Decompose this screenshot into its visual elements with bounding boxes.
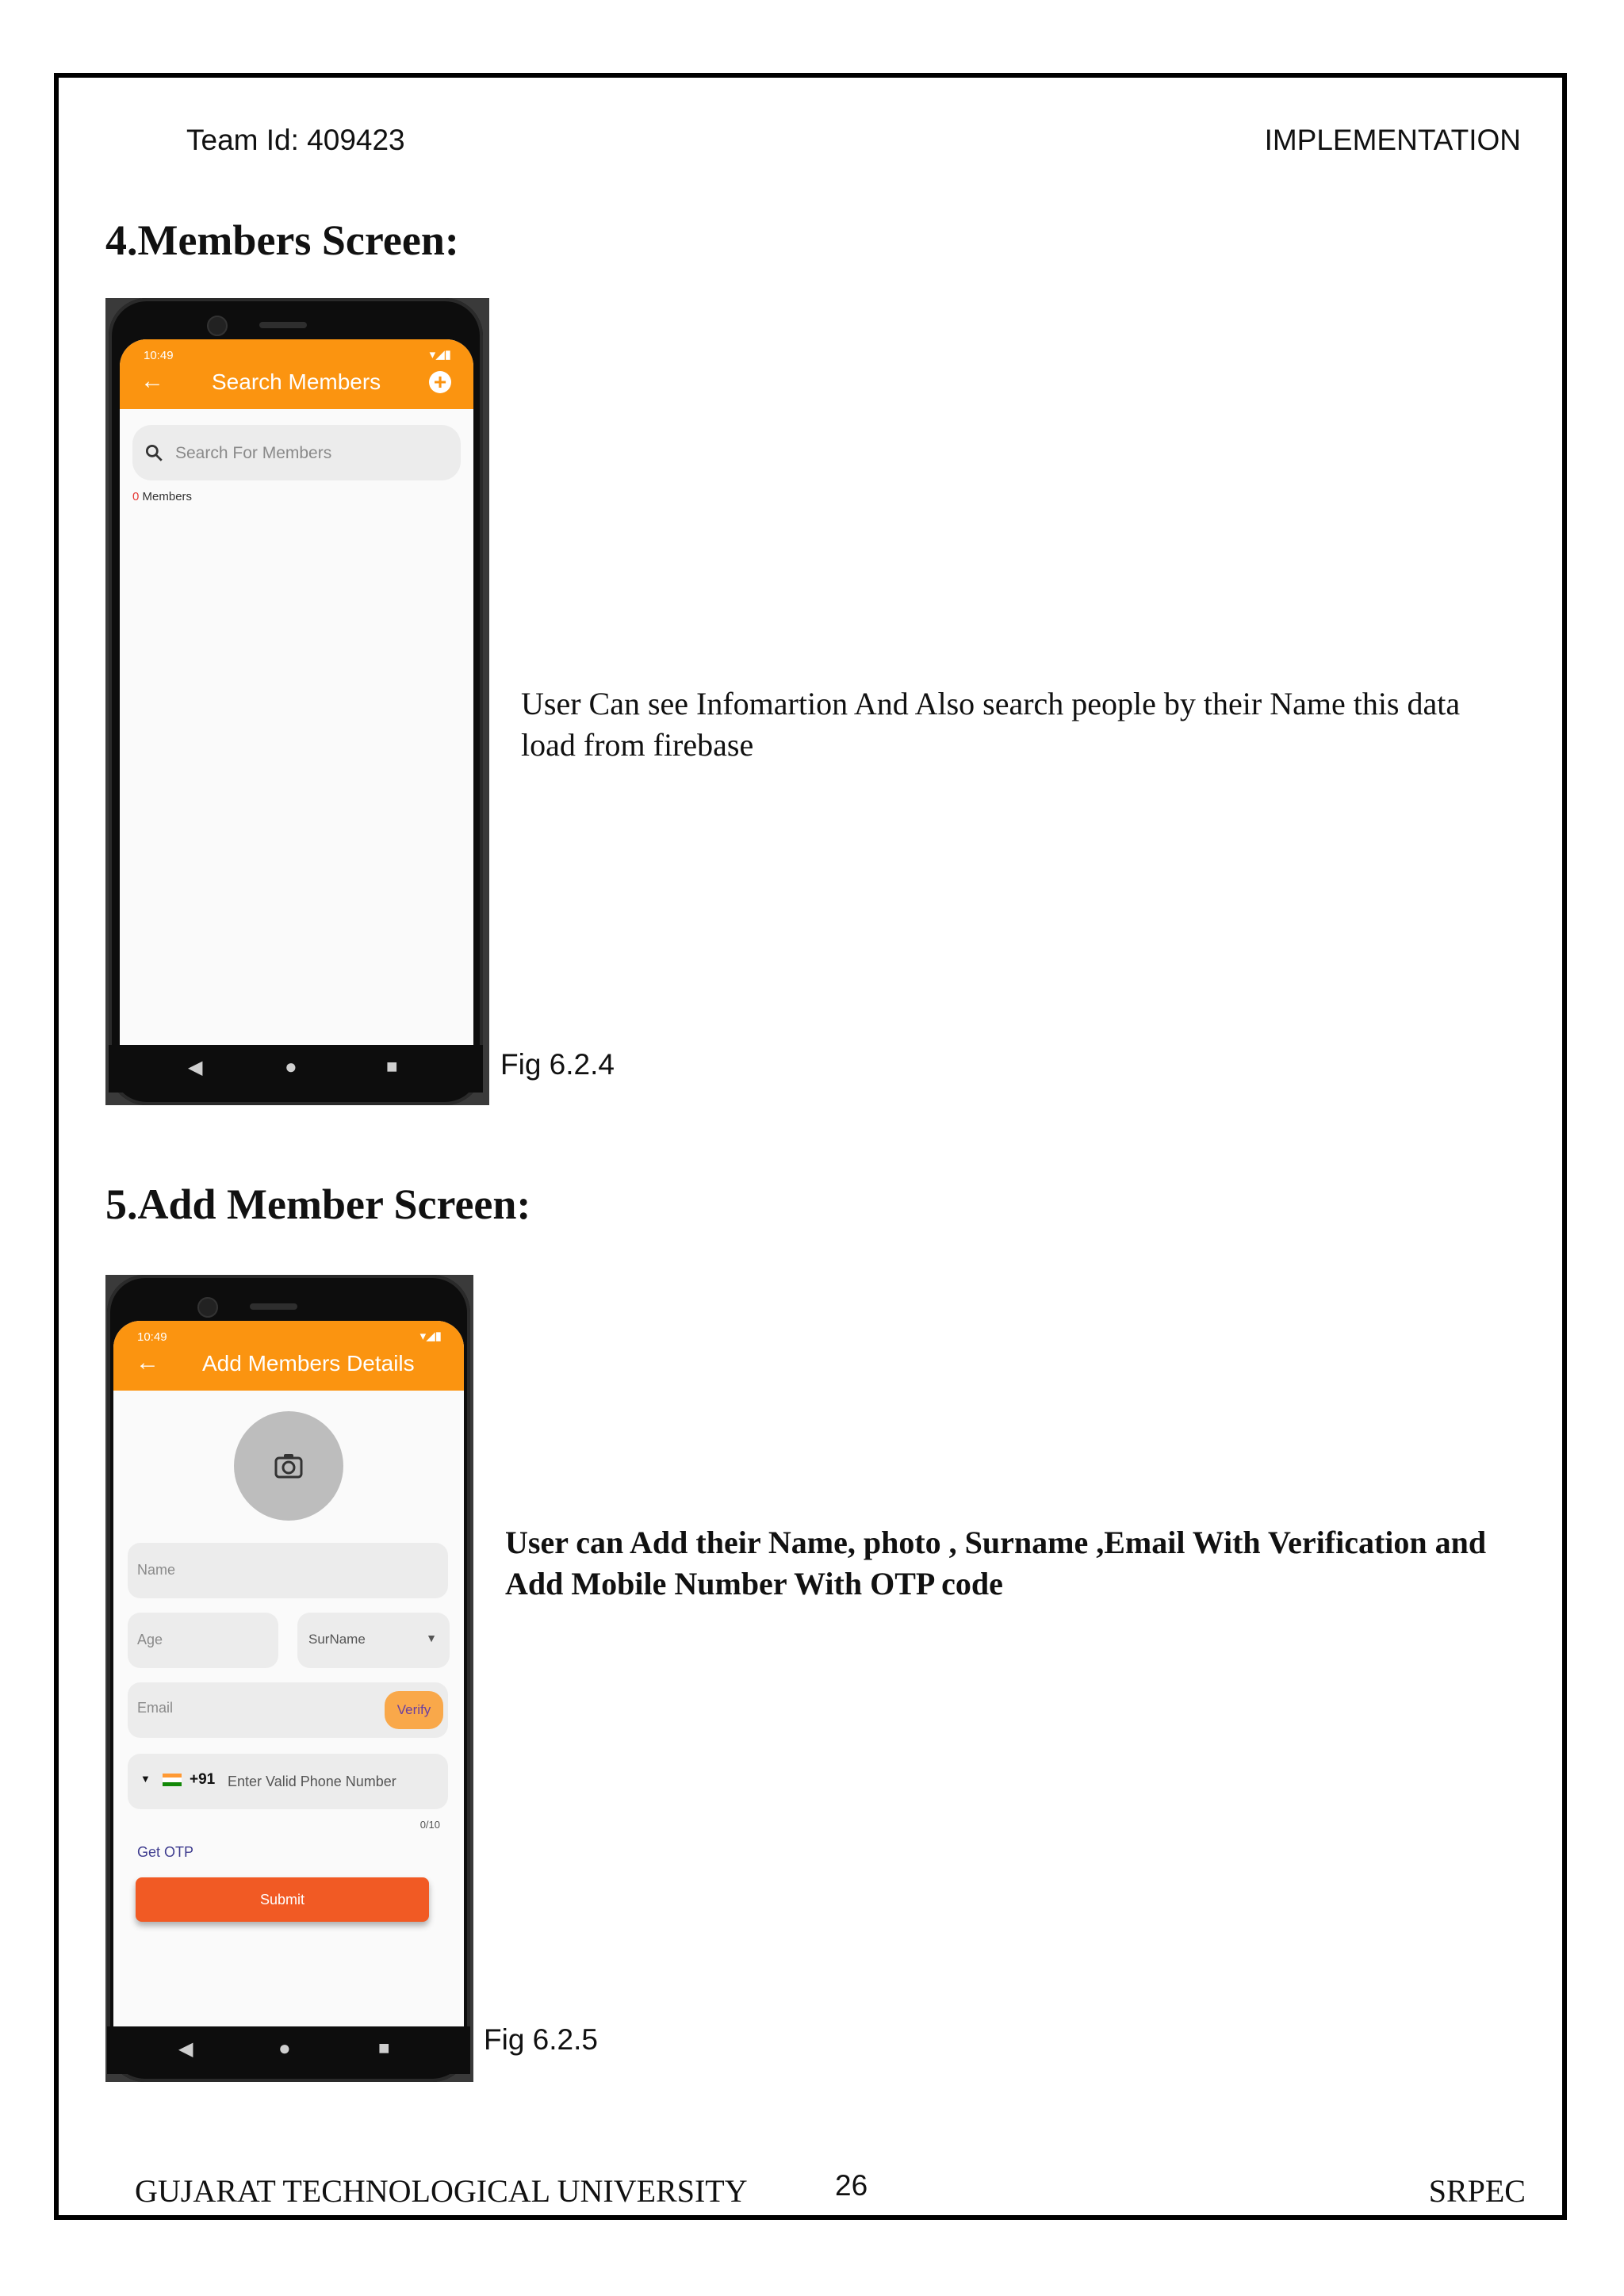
- app-bar: [113, 1321, 464, 1391]
- page-number: 26: [835, 2169, 868, 2202]
- phone-frame: [109, 298, 483, 1105]
- section4-description: User Can see Infomartion And Also search people by their Name this data load from firebase: [521, 686, 1461, 763]
- camera-icon: [197, 1297, 218, 1318]
- search-icon: [144, 442, 164, 463]
- camera-icon: [207, 316, 228, 336]
- status-time: 10:49: [144, 349, 174, 362]
- search-placeholder: Search For Members: [175, 444, 332, 462]
- back-arrow-icon[interactable]: ←: [140, 368, 164, 394]
- status-time: 10:49: [137, 1330, 167, 1344]
- name-placeholder: Name: [137, 1562, 176, 1578]
- photo-picker[interactable]: [234, 1411, 343, 1521]
- search-input[interactable]: [132, 425, 461, 480]
- speaker-icon: [250, 1303, 297, 1310]
- phone-field[interactable]: [128, 1754, 448, 1809]
- members-count-label: Members: [142, 490, 193, 503]
- country-dropdown-icon[interactable]: ▼: [140, 1773, 151, 1785]
- back-arrow-icon[interactable]: ←: [136, 1349, 159, 1376]
- email-placeholder: Email: [137, 1700, 174, 1716]
- dropdown-arrow-icon: ▼: [426, 1632, 437, 1644]
- section-label: IMPLEMENTATION: [1264, 124, 1521, 156]
- status-icons: ▾◢▮: [429, 348, 451, 362]
- section4-figure-caption: Fig 6.2.4: [500, 1048, 615, 1081]
- status-icons: ▾◢▮: [419, 1330, 442, 1343]
- footer-university: GUJARAT TECHNOLOGICAL UNIVERSITY: [135, 2173, 748, 2209]
- members-count-number: 0: [132, 490, 140, 503]
- camera-icon: [274, 1453, 303, 1479]
- nav-bar: [107, 2026, 470, 2074]
- members-count: [132, 490, 192, 503]
- section5-title: 5.Add Member Screen:: [105, 1181, 531, 1228]
- email-field[interactable]: [128, 1682, 448, 1738]
- section5-figure-caption: Fig 6.2.5: [484, 2023, 598, 2056]
- phone-frame: [107, 1275, 470, 2082]
- app-bar-title: Add Members Details: [202, 1351, 415, 1376]
- get-otp-link[interactable]: Get OTP: [137, 1844, 194, 1860]
- section5-description: User can Add their Name, photo , Surname ,Email With Verification and Add Mobile Number With OTP code: [505, 1525, 1487, 1601]
- footer-college: SRPEC: [1428, 2173, 1526, 2209]
- char-counter: 0/10: [419, 1819, 440, 1831]
- speaker-icon: [259, 322, 307, 328]
- nav-bar: [109, 1045, 483, 1093]
- nav-recents-icon[interactable]: ■: [386, 1056, 398, 1077]
- age-placeholder: Age: [137, 1632, 163, 1647]
- app-bar-title: Search Members: [212, 369, 381, 394]
- india-flag-icon: [163, 1774, 182, 1786]
- age-field[interactable]: [128, 1613, 278, 1668]
- surname-dropdown[interactable]: [297, 1613, 450, 1668]
- section4-title: 4.Members Screen:: [105, 216, 459, 264]
- team-id: Team Id: 409423: [186, 124, 405, 156]
- name-field[interactable]: [128, 1543, 448, 1598]
- nav-home-icon[interactable]: ●: [278, 2036, 291, 2060]
- nav-home-icon[interactable]: ●: [285, 1054, 297, 1078]
- nav-recents-icon[interactable]: ■: [378, 2038, 390, 2059]
- phone-placeholder: Enter Valid Phone Number: [228, 1774, 396, 1789]
- add-member-screenshot: [105, 1275, 473, 2082]
- submit-button[interactable]: Submit: [136, 1877, 429, 1922]
- country-code: +91: [190, 1771, 216, 1788]
- surname-placeholder: SurName: [308, 1632, 366, 1647]
- phone-screen: [120, 339, 473, 1045]
- phone-screen: [113, 1321, 464, 2026]
- nav-back-icon[interactable]: ◀: [178, 2038, 193, 2060]
- app-bar: [120, 339, 473, 409]
- add-member-icon[interactable]: +: [429, 371, 451, 393]
- nav-back-icon[interactable]: ◀: [188, 1057, 203, 1078]
- members-screenshot: [105, 298, 489, 1105]
- verify-button[interactable]: Verify: [385, 1691, 443, 1729]
